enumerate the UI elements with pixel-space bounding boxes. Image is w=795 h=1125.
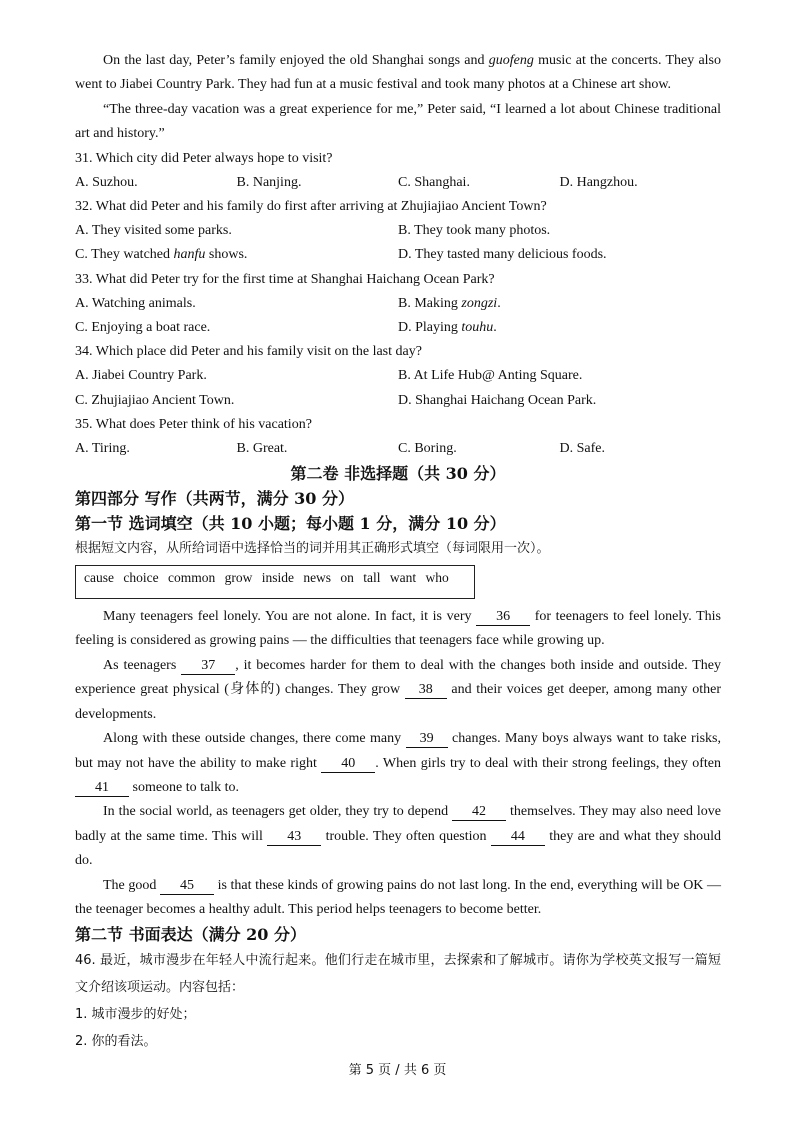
option-c: C. Enjoying a boat race. [75,319,211,335]
text: trouble. They often question [321,828,491,844]
option-a: A. They visited some parks. [75,223,232,239]
cloze-paragraph [75,605,721,654]
writing-point: 2. 你的看法。 [75,1034,157,1050]
blank-42[interactable]: 42 [452,804,506,821]
exam-page [75,49,721,1055]
blank-40[interactable]: 40 [321,756,375,773]
writing-prompt: 46. 最近，城市漫步在年轻人中流行起来。他们行走在城市里，去探索和了解城市。请你为学校英文报写一篇短文介绍该项运动。内容包括： [75,953,721,996]
option-a: A. Tiring. [75,440,130,456]
text: D. Playing [398,319,462,335]
text: is that these kinds of growing pains do not last long. In the end, everything will be OK — the teenager becomes a healthy adult. This period helps teenagers to become better. [75,877,722,917]
blank-41[interactable]: 41 [75,780,129,797]
cloze-paragraph [75,654,721,727]
italic-term: hanfu [173,247,206,263]
italic-term: guofeng [488,53,534,68]
text: changes. Many boys always want to take risks, but may not have the ability to make right [75,731,721,771]
text: shows. [205,247,248,263]
blank-38[interactable]: 38 [405,682,447,699]
options-31 [75,171,721,195]
text: themselves. They may also need love badly at the same time. This will [75,804,722,844]
question-31: 31. Which city did Peter always hope to visit? [75,150,333,166]
options-34b [75,389,721,413]
blank-39[interactable]: 39 [406,731,448,748]
option-d: D. Safe. [559,440,605,456]
text: they are and what they should do. [75,828,721,869]
text: B. Making [398,295,462,311]
italic-term: touhu [461,319,494,335]
option-c: C. Shanghai. [398,174,470,190]
option-d: D. Hangzhou. [559,174,638,190]
part-heading: 第四部分 写作（共两节，满分 30 分） [75,489,354,509]
text: Many teenagers feel lonely. You are not alone. In fact, it is very [103,609,477,625]
text: C. They watched [75,247,174,263]
option-d: D. Playing touhu. [398,319,497,335]
volume-heading: 第二卷 非选择题（共 30 分） [290,464,506,484]
option-d: D. They tasted many delicious foods. [398,247,607,263]
question-33: 33. What did Peter try for the first time at Shanghai Haichang Ocean Park? [75,271,495,287]
text: and their voices get deeper, among many other developments. [75,682,721,722]
text: In the social world, as teenagers get older, they try to depend [103,804,453,820]
text: On the last day, Peter’s family enjoyed the old Shanghai songs and [103,53,489,68]
question-34: 34. Which place did Peter and his family visit on the last day? [75,344,422,360]
option-b: B. Nanjing. [236,174,302,190]
option-c [75,243,398,267]
blank-43[interactable]: 43 [267,829,321,846]
text: someone to talk to. [129,779,240,795]
options-33b [75,316,721,340]
reading-paragraph: “The three-day vacation was a great experience for me,” Peter said, “I learned a lot about Chinese traditional art and history.” [75,101,721,142]
options-32 [75,219,721,243]
option-a: A. Jiabei Country Park. [75,368,207,384]
option-b: B. At Life Hub@ Anting Square. [398,368,583,384]
italic-term: zongzi [461,295,498,311]
text: The good [103,877,160,893]
text: As teenagers [103,657,182,673]
options-32b [75,243,721,267]
page-footer: 第 5 页 / 共 6 页 [348,1063,447,1078]
writing-point: 1. 城市漫步的好处； [75,1007,196,1023]
options-33 [75,292,721,316]
blank-36[interactable]: 36 [476,609,530,626]
text: , it becomes harder for them to deal with the changes both inside and outside. They experience great physical (身体的) changes. They grow [75,657,721,698]
reading-paragraph [75,49,721,98]
option-a: A. Suzhou. [75,174,138,190]
word-box: cause choice common grow inside news on tall want who [75,565,475,599]
section-heading: 第一节 选词填空（共 10 小题；每小题 1 分，满分 10 分） [75,514,506,534]
options-35 [75,437,721,461]
text: for teenagers to feel lonely. This feeling is considered as growing pains — the difficulties that teenagers face while growing up. [75,609,721,649]
cloze-paragraph [75,800,721,873]
option-a: A. Watching animals. [75,295,196,311]
options-34 [75,364,721,388]
blank-44[interactable]: 44 [491,829,545,846]
cloze-paragraph [75,874,721,923]
cloze-paragraph [75,727,721,800]
option-d: D. Shanghai Haichang Ocean Park. [398,392,597,408]
text: Along with these outside changes, there come many [103,731,406,747]
text: . When girls try to deal with their strong feelings, they often [375,755,721,771]
blank-37[interactable]: 37 [181,658,235,675]
option-b: B. Making zongzi. [398,295,501,311]
question-32: 32. What did Peter and his family do first after arriving at Zhujiajiao Ancient Town? [75,199,547,214]
text: music at the concerts. They also went to Jiabei Country Park. They had fun at a music festival and took many photos at a Chinese art show. [75,53,722,93]
instruction: 根据短文内容，从所给词语中选择恰当的词并用其正确形式填空（每词限用一次）。 [75,541,550,557]
option-b: B. Great. [236,440,288,456]
option-c: C. Zhujiajiao Ancient Town. [75,392,235,408]
section-heading: 第二节 书面表达（满分 20 分） [75,925,306,945]
option-b: B. They took many photos. [398,223,551,239]
blank-45[interactable]: 45 [160,878,214,895]
option-c: C. Boring. [398,440,457,456]
question-35: 35. What does Peter think of his vacation? [75,416,312,432]
